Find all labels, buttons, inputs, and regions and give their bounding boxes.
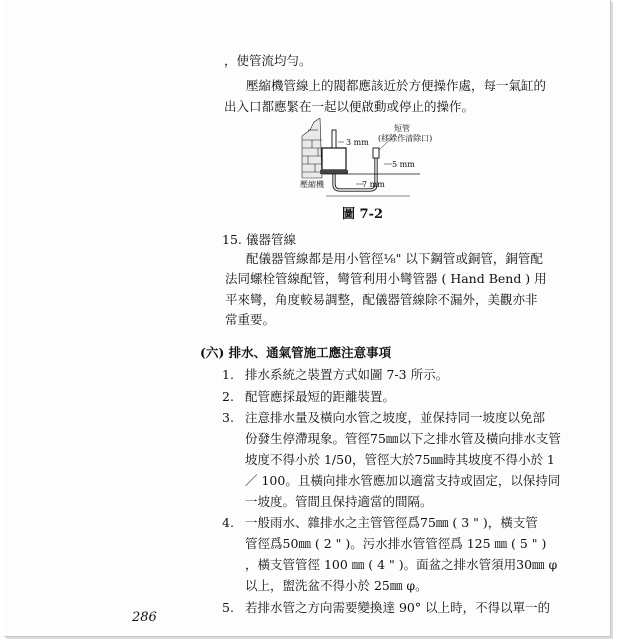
figure-label-compressor: 壓縮機 [300,180,324,189]
s6-item1-number: 1. [222,367,234,382]
s6-item4-line-3: ，橫支管管徑 100 ㎜ ( 4 " )。面盆之排水管須用30㎜ φ [245,557,558,572]
intro-line: ，使管流均勻。 [224,53,312,68]
compressor-para-line-2: 出入口都應緊在一起以便啟動或停止的操作。 [224,99,475,114]
compressor-box [322,148,346,170]
figure-label-min-a: 3 mm [346,138,369,147]
item15-line-2: 法同螺栓管線配管，彎管利用小彎管器 ( Hand Bend ) 用 [225,271,547,286]
compressor-para-line-1: 壓縮機管線上的閥都應該近於方便操作處，每一氣缸的 [246,78,547,93]
s6-item4-line-2: 管徑爲50㎜ ( 2 " )。污水排水管管徑爲 125 ㎜ ( 5 " ) [245,536,547,551]
s6-item3-line-1: 注意排水量及橫向水管之坡度，並保持同一坡度以免部 [245,410,546,425]
item15-number: 15. [222,232,242,247]
item15-line-1: 配儀器管線都是用小管徑⅛" 以下鋼管或銅管，銅管配 [246,251,543,266]
figure-label-short-pipe: 短管 [394,124,410,133]
item15-title: 儀器管線 [246,232,297,247]
item15-line-3: 平來彎，角度較易調整，配儀器管線除不漏外，美觀亦非 [225,292,538,307]
s6-item5-number: 5. [222,600,234,615]
figure-caption: 圖 7-2 [342,207,384,222]
s6-item4-number: 4. [222,515,234,530]
item15-line-4: 常重要。 [225,312,276,327]
s6-item2-number: 2. [222,389,234,404]
s6-item3-number: 3. [222,410,234,425]
short-pipe [373,148,379,158]
figure-label-min-b: 5 mm [392,160,415,169]
s6-item3-line-5: 一坡度。管間且保持適當的間隔。 [245,494,433,509]
s6-item1-line-1: 排水系統之裝置方式如圖 7-3 所示。 [245,367,449,382]
page-sheet [4,0,611,637]
s6-item2-line-1: 配管應採最短的距離裝置。 [245,389,396,404]
section6-heading: (六) 排水、通氣管施工應注意事項 [200,345,392,360]
s6-item4-line-4: 以上，盥洗盆不得小於 25㎜ φ。 [245,578,428,593]
s6-item3-line-2: 份發生停滯現象。管徑75㎜以下之排水管及橫向排水支管 [245,431,561,446]
riser-pipe [332,130,336,148]
page-number: 286 [132,610,157,625]
s6-item4-line-1: 一般雨水、雜排水之主管管徑爲75㎜ ( 3 " )，橫支管 [245,515,538,530]
s6-item5-line-1: 若排水管之方向需要變換達 90° 以上時，不得以單一的 [245,600,551,615]
figure-label-min-c: 7 mm [362,180,385,189]
brick-wall [302,118,322,178]
s6-item3-line-3: 坡度不得小於 1/50，管徑大於75㎜時其坡度不得小於 1 [245,452,555,467]
s6-item3-line-4: ／ 100。且橫向排水管應加以適當支持或固定，以保持同 [245,473,561,488]
figure-label-remove: (移除作清除口) [378,134,433,143]
figure-7-2 [300,118,433,200]
